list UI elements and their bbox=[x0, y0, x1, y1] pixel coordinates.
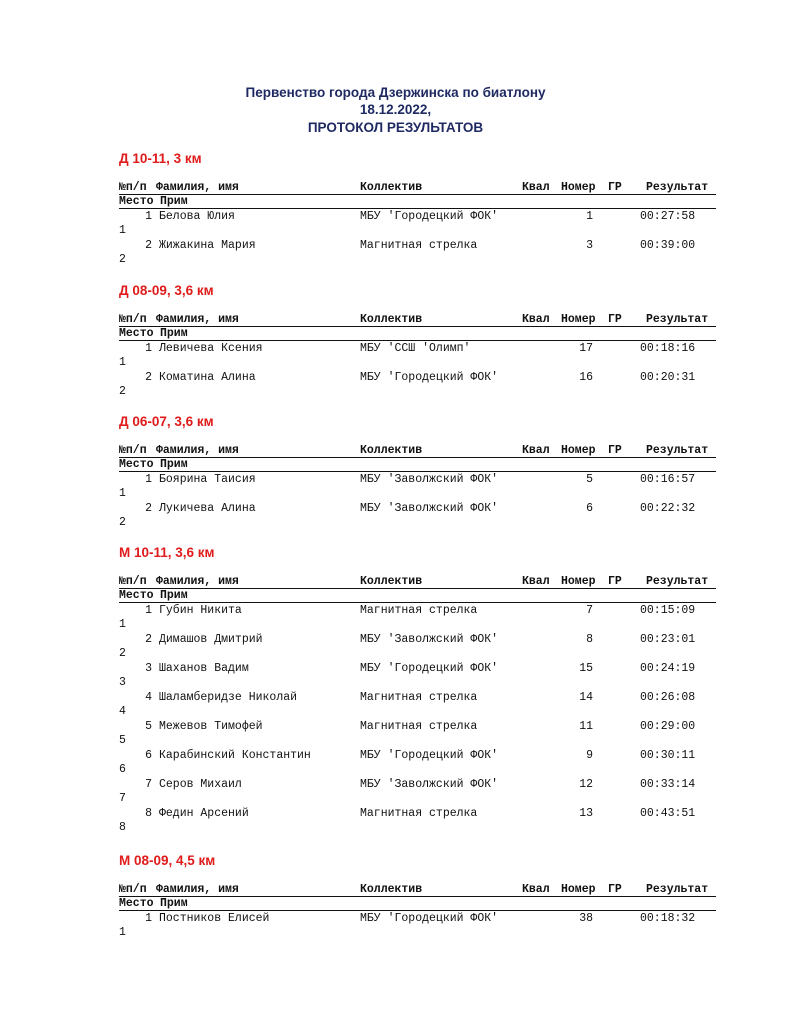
header-rule-top bbox=[119, 896, 716, 897]
bib-number: 15 bbox=[579, 662, 593, 675]
result-time: 00:26:08 bbox=[640, 691, 696, 704]
athlete-name: Межевов Тимофей bbox=[159, 720, 263, 733]
bib-number: 16 bbox=[579, 371, 593, 384]
col-header-team: Коллектив bbox=[360, 444, 423, 457]
place: 2 bbox=[119, 385, 126, 398]
bib-number: 5 bbox=[586, 473, 593, 486]
col-header-bib: Номер bbox=[561, 444, 596, 457]
result-time: 00:29:00 bbox=[640, 720, 696, 733]
col-header-place: Место bbox=[119, 897, 154, 910]
place: 8 bbox=[119, 821, 126, 834]
bib-number: 7 bbox=[586, 604, 593, 617]
col-header-result: Результат bbox=[646, 883, 709, 896]
row-number: 6 bbox=[145, 749, 152, 762]
header-rule-top bbox=[119, 457, 716, 458]
col-header-name: Фамилия, имя bbox=[156, 575, 239, 588]
place: 4 bbox=[119, 705, 126, 718]
header-rule-bottom bbox=[119, 910, 716, 911]
col-header-gr: ГР bbox=[608, 181, 622, 194]
col-header-num: №п/п bbox=[119, 883, 147, 896]
result-time: 00:22:32 bbox=[640, 502, 696, 515]
col-header-name: Фамилия, имя bbox=[156, 313, 239, 326]
bib-number: 8 bbox=[586, 633, 593, 646]
bib-number: 38 bbox=[579, 912, 593, 925]
row-number: 1 bbox=[145, 604, 152, 617]
result-time: 00:43:51 bbox=[640, 807, 696, 820]
col-header-note: Прим bbox=[160, 589, 188, 602]
col-header-note: Прим bbox=[160, 195, 188, 208]
place: 3 bbox=[119, 676, 126, 689]
col-header-num: №п/п bbox=[119, 313, 147, 326]
col-header-name: Фамилия, имя bbox=[156, 444, 239, 457]
col-header-gr: ГР bbox=[608, 444, 622, 457]
col-header-result: Результат bbox=[646, 575, 709, 588]
bib-number: 12 bbox=[579, 778, 593, 791]
col-header-name: Фамилия, имя bbox=[156, 181, 239, 194]
team-name: Магнитная стрелка bbox=[360, 239, 478, 252]
team-name: Магнитная стрелка bbox=[360, 807, 478, 820]
col-header-name: Фамилия, имя bbox=[156, 883, 239, 896]
place: 2 bbox=[119, 647, 126, 660]
row-number: 4 bbox=[145, 691, 152, 704]
bib-number: 17 bbox=[579, 342, 593, 355]
bib-number: 11 bbox=[579, 720, 593, 733]
team-name: МБУ 'Городецкий ФОК' bbox=[360, 749, 499, 762]
col-header-bib: Номер bbox=[561, 181, 596, 194]
row-number: 1 bbox=[145, 210, 152, 223]
row-number: 7 bbox=[145, 778, 152, 791]
team-name: МБУ 'Городецкий ФОК' bbox=[360, 210, 499, 223]
header-rule-top bbox=[119, 326, 716, 327]
header-rule-top bbox=[119, 194, 716, 195]
col-header-num: №п/п bbox=[119, 181, 147, 194]
col-header-bib: Номер bbox=[561, 883, 596, 896]
row-number: 1 bbox=[145, 912, 152, 925]
col-header-place: Место bbox=[119, 589, 154, 602]
group-title: М 08-09, 4,5 км bbox=[119, 853, 216, 868]
athlete-name: Боярина Таисия bbox=[159, 473, 256, 486]
document-title: Первенство города Дзержинска по биатлону bbox=[245, 85, 546, 100]
athlete-name: Губин Никита bbox=[159, 604, 242, 617]
result-time: 00:18:32 bbox=[640, 912, 696, 925]
place: 1 bbox=[119, 487, 126, 500]
place: 5 bbox=[119, 734, 126, 747]
team-name: МБУ 'Заволжский ФОК' bbox=[360, 473, 499, 486]
header-rule-bottom bbox=[119, 340, 716, 341]
athlete-name: Карабинский Константин bbox=[159, 749, 311, 762]
bib-number: 13 bbox=[579, 807, 593, 820]
group-title: Д 06-07, 3,6 км bbox=[119, 414, 214, 429]
place: 2 bbox=[119, 516, 126, 529]
col-header-qual: Квал bbox=[522, 181, 550, 194]
col-header-qual: Квал bbox=[522, 883, 550, 896]
athlete-name: Белова Юлия bbox=[159, 210, 235, 223]
row-number: 8 bbox=[145, 807, 152, 820]
place: 1 bbox=[119, 926, 126, 939]
row-number: 3 bbox=[145, 662, 152, 675]
place: 2 bbox=[119, 253, 126, 266]
team-name: Магнитная стрелка bbox=[360, 691, 478, 704]
result-time: 00:23:01 bbox=[640, 633, 696, 646]
row-number: 2 bbox=[145, 502, 152, 515]
col-header-note: Прим bbox=[160, 327, 188, 340]
row-number: 2 bbox=[145, 239, 152, 252]
result-time: 00:18:16 bbox=[640, 342, 696, 355]
place: 1 bbox=[119, 618, 126, 631]
athlete-name: Федин Арсений bbox=[159, 807, 249, 820]
bib-number: 1 bbox=[586, 210, 593, 223]
team-name: МБУ 'Городецкий ФОК' bbox=[360, 912, 499, 925]
athlete-name: Димашов Дмитрий bbox=[159, 633, 263, 646]
col-header-num: №п/п bbox=[119, 444, 147, 457]
col-header-bib: Номер bbox=[561, 575, 596, 588]
result-time: 00:33:14 bbox=[640, 778, 696, 791]
header-rule-bottom bbox=[119, 602, 716, 603]
col-header-gr: ГР bbox=[608, 575, 622, 588]
place: 1 bbox=[119, 356, 126, 369]
result-time: 00:16:57 bbox=[640, 473, 696, 486]
row-number: 5 bbox=[145, 720, 152, 733]
row-number: 1 bbox=[145, 342, 152, 355]
team-name: Магнитная стрелка bbox=[360, 604, 478, 617]
result-time: 00:20:31 bbox=[640, 371, 696, 384]
team-name: МБУ 'Городецкий ФОК' bbox=[360, 662, 499, 675]
col-header-team: Коллектив bbox=[360, 883, 423, 896]
col-header-place: Место bbox=[119, 195, 154, 208]
col-header-note: Прим bbox=[160, 897, 188, 910]
bib-number: 6 bbox=[586, 502, 593, 515]
team-name: МБУ 'Заволжский ФОК' bbox=[360, 778, 499, 791]
col-header-team: Коллектив bbox=[360, 313, 423, 326]
athlete-name: Коматина Алина bbox=[159, 371, 256, 384]
header-rule-bottom bbox=[119, 208, 716, 209]
group-title: Д 08-09, 3,6 км bbox=[119, 283, 214, 298]
col-header-note: Прим bbox=[160, 458, 188, 471]
group-title: М 10-11, 3,6 км bbox=[119, 545, 215, 560]
result-time: 00:39:00 bbox=[640, 239, 696, 252]
athlete-name: Лукичева Алина bbox=[159, 502, 256, 515]
team-name: МБУ 'Городецкий ФОК' bbox=[360, 371, 499, 384]
col-header-bib: Номер bbox=[561, 313, 596, 326]
athlete-name: Постников Елисей bbox=[159, 912, 270, 925]
col-header-num: №п/п bbox=[119, 575, 147, 588]
bib-number: 3 bbox=[586, 239, 593, 252]
team-name: МБУ 'ССШ 'Олимп' bbox=[360, 342, 471, 355]
col-header-qual: Квал bbox=[522, 313, 550, 326]
result-time: 00:15:09 bbox=[640, 604, 696, 617]
athlete-name: Шаханов Вадим bbox=[159, 662, 249, 675]
row-number: 1 bbox=[145, 473, 152, 486]
group-title: Д 10-11, 3 км bbox=[119, 151, 202, 166]
col-header-result: Результат bbox=[646, 181, 709, 194]
bib-number: 14 bbox=[579, 691, 593, 704]
row-number: 2 bbox=[145, 371, 152, 384]
col-header-place: Место bbox=[119, 327, 154, 340]
team-name: МБУ 'Заволжский ФОК' bbox=[360, 502, 499, 515]
col-header-gr: ГР bbox=[608, 883, 622, 896]
header-rule-bottom bbox=[119, 471, 716, 472]
col-header-qual: Квал bbox=[522, 444, 550, 457]
result-time: 00:24:19 bbox=[640, 662, 696, 675]
athlete-name: Шаламберидзе Николай bbox=[159, 691, 298, 704]
document-subtitle: ПРОТОКОЛ РЕЗУЛЬТАТОВ bbox=[307, 120, 484, 135]
place: 7 bbox=[119, 792, 126, 805]
athlete-name: Серов Михаил bbox=[159, 778, 242, 791]
col-header-result: Результат bbox=[646, 313, 709, 326]
col-header-team: Коллектив bbox=[360, 575, 423, 588]
col-header-place: Место bbox=[119, 458, 154, 471]
header-rule-top bbox=[119, 588, 716, 589]
bib-number: 9 bbox=[586, 749, 593, 762]
team-name: Магнитная стрелка bbox=[360, 720, 478, 733]
document-date: 18.12.2022, bbox=[359, 102, 432, 117]
athlete-name: Жижакина Мария bbox=[159, 239, 256, 252]
place: 1 bbox=[119, 224, 126, 237]
col-header-team: Коллектив bbox=[360, 181, 423, 194]
row-number: 2 bbox=[145, 633, 152, 646]
team-name: МБУ 'Заволжский ФОК' bbox=[360, 633, 499, 646]
col-header-gr: ГР bbox=[608, 313, 622, 326]
result-time: 00:27:58 bbox=[640, 210, 696, 223]
col-header-result: Результат bbox=[646, 444, 709, 457]
col-header-qual: Квал bbox=[522, 575, 550, 588]
athlete-name: Левичева Ксения bbox=[159, 342, 263, 355]
result-time: 00:30:11 bbox=[640, 749, 696, 762]
place: 6 bbox=[119, 763, 126, 776]
